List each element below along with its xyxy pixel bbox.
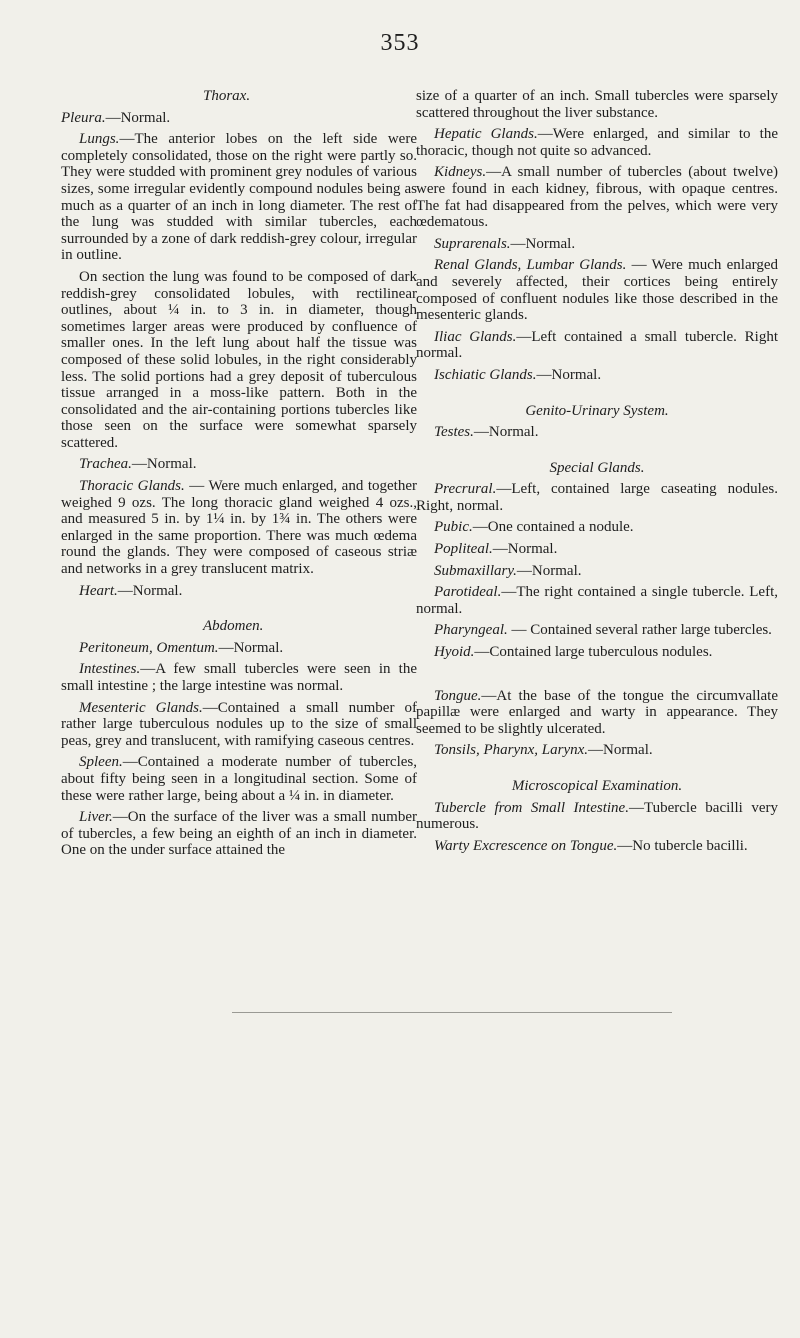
entry-text: —Normal.: [218, 639, 284, 656]
entry-hyoid: [416, 644, 778, 661]
entry-title: Lungs.: [79, 131, 120, 148]
entry-pharyngeal: [416, 622, 778, 639]
entry-text: —Normal.: [510, 235, 576, 252]
entry-text: —Normal.: [117, 582, 183, 599]
entry-text: — Were much enlarged and severely affected, their cortices being entirely composed of confluent nodules like those described in the mesenteric glands.: [416, 257, 778, 324]
entry-precrural: [416, 481, 778, 514]
entry-tongue: [416, 688, 778, 738]
entry-title: Testes.: [434, 424, 474, 441]
entry-text: —On the surface of the liver was a small number of tubercles, a few being an eighth of an inch in diameter. One on the under surface attained the: [61, 809, 417, 859]
entry-parotideal: [416, 584, 778, 617]
entry-title: Pubic.: [434, 519, 473, 536]
section-heading-microscopical: Microscopical Examination.: [511, 778, 683, 794]
entry-lungs: [61, 131, 417, 264]
entry-mesenteric-glands: [61, 700, 417, 750]
section-heading-genito-urinary: Genito-Urinary System.: [525, 402, 669, 419]
entry-suprarenals: [416, 236, 778, 253]
entry-title: Popliteal.: [434, 541, 493, 558]
entry-iliac-glands: [416, 329, 778, 362]
entry-text: —Normal.: [516, 562, 582, 579]
entry-text: —Normal.: [105, 109, 171, 126]
entry-text: —Contained large tuberculous nodules.: [474, 644, 713, 661]
left-column: [61, 88, 417, 864]
entry-title: Hyoid.: [434, 644, 475, 661]
entry-intestines: [61, 661, 417, 694]
entry-text: —At the base of the tongue the circumvallate papillæ were enlarged and warty in appearance. They seemed to be slightly ulcerated.: [416, 687, 778, 737]
entry-pleura: [61, 110, 417, 127]
entry-text: —The anterior lobes on the left side were completely consolidated, those on the right were partly so. They were studded with prominent grey nodules of various sizes, some irregular evidently compound nodules being as much as a quarter of an inch in long diameter. The rest of the lung was studded with similar tubercles, each surrounded by a zone of dark reddish-grey colour, irregular in outline.: [61, 131, 417, 264]
entry-title: Hepatic Glands.: [434, 126, 538, 143]
entry-thoracic-glands: [61, 478, 417, 578]
entry-title: Intestines.: [79, 661, 141, 678]
entry-peritoneum: [61, 640, 417, 657]
entry-title: Kidneys.: [434, 164, 487, 181]
entry-title: Renal Glands, Lumbar Glands.: [434, 257, 627, 274]
entry-title: Thoracic Glands.: [79, 478, 185, 495]
entry-title: Warty Excrescence on Tongue.: [434, 837, 618, 854]
entry-text: —A few small tubercles were seen in the small intestine ; the large intestine was normal.: [61, 661, 417, 694]
entry-pubic: [416, 519, 778, 536]
entry-trachea: [61, 456, 417, 473]
entry-title: Heart.: [79, 582, 118, 599]
entry-tonsils: [416, 742, 778, 759]
entry-text: —Normal.: [473, 424, 539, 441]
entry-title: Liver.: [79, 809, 113, 826]
entry-text: — Contained several rather large tubercles.: [507, 622, 772, 639]
entry-liver: [61, 809, 417, 859]
entry-spleen: [61, 754, 417, 804]
entry-title: Pleura.: [61, 109, 106, 126]
entry-title: Submaxillary.: [434, 562, 517, 579]
entry-title: Precrural.: [434, 481, 497, 498]
entry-text: —Normal.: [492, 541, 558, 558]
page-number: 353: [380, 30, 420, 56]
entry-text: —Contained a moderate number of tubercles, about fifty being seen in a longitudinal section. Some of these were rather large, being about a ¼ in. in diameter.: [61, 754, 417, 804]
entry-title: Parotideal.: [434, 584, 502, 601]
entry-hepatic-glands: [416, 126, 778, 159]
entry-title: Spleen.: [79, 754, 123, 771]
entry-ischiatic-glands: [416, 367, 778, 384]
entry-warty-excrescence: [416, 838, 778, 855]
entry-popliteal: [416, 541, 778, 558]
section-heading-special-glands: Special Glands.: [549, 459, 645, 476]
entry-text: —Left contained a small tubercle. Right normal.: [416, 328, 778, 362]
entry-liver-continued: size of a quarter of an inch. Small tubercles were sparsely scattered throughout the liver substance.: [416, 88, 778, 121]
entry-text: —Normal.: [588, 742, 653, 759]
entry-text: —The right contained a single tubercle. Left, normal.: [416, 584, 778, 617]
entry-tubercle-intestine: [416, 800, 778, 833]
entry-text: —No tubercle bacilli.: [617, 837, 748, 854]
entry-text: —Left, contained large caseating nodules. Right, normal.: [416, 481, 778, 514]
section-heading-abdomen: Abdomen.: [203, 618, 264, 635]
entry-renal-glands: [416, 257, 778, 323]
section-heading-thorax: Thorax.: [203, 88, 251, 104]
entry-title: Tongue.: [434, 687, 482, 704]
entry-title: Iliac Glands.: [434, 328, 517, 345]
entry-text: —Normal.: [131, 456, 197, 473]
entry-text: —Were enlarged, and similar to the thoracic, though not quite so advanced.: [416, 126, 778, 159]
entry-title: Ischiatic Glands.: [434, 366, 537, 383]
entry-testes: [416, 424, 778, 441]
entry-text: —Normal.: [536, 366, 602, 383]
entry-text: —A small number of tubercles (about twelve) were found in each kidney, fibrous, with opaque centres. The fat had disappeared from the pelves, which were very œdematous.: [416, 164, 778, 231]
entry-text: —One contained a nodule.: [472, 519, 634, 536]
entry-title: Trachea.: [79, 456, 132, 473]
entry-lungs-section: On section the lung was found to be composed of dark reddish-grey consolidated lobules, with rectilinear outlines, about ¼ in. to 3 in. in diameter, though sometimes larger areas were produced by confluence of smaller ones. In the left lung about half the tissue was composed of these solid lobules, in the right considerably less. The solid portions had a grey deposit of tuberculous tissue arranged in a moss-like pattern. Both in the consolidated and the air-containing portions tubercles like those seen on the surface were somewhat sparsely scattered.: [61, 268, 417, 451]
entry-title: Tubercle from Small Intestine.: [434, 799, 629, 816]
entry-text: —Contained a small number of rather large tuberculous nodules up to the size of small peas, grey and translucent, with ramifying caseous centres.: [61, 699, 417, 749]
entry-title: Mesenteric Glands.: [79, 699, 203, 716]
entry-title: Suprarenals.: [434, 235, 511, 252]
entry-title: Peritoneum, Omentum.: [79, 639, 219, 656]
entry-kidneys: [416, 164, 778, 230]
entry-text: —Tubercle bacilli very numerous.: [416, 799, 778, 833]
entry-title: Pharyngeal.: [434, 622, 508, 639]
entry-text: — Were much enlarged, and together weighed 9 ozs. The long thoracic gland weighed 4 ozs., and measured 5 in. by 1¼ in. by 1¾ in. The others were enlarged in the same proportion. There was much œdema round the glands. They were composed of caseous striæ and networks in a grey translucent matrix.: [61, 478, 417, 578]
right-column: [416, 88, 778, 859]
entry-submaxillary: [416, 563, 778, 580]
entry-heart: [61, 583, 417, 600]
entry-title: Tonsils, Pharynx, Larynx.: [434, 742, 589, 759]
footer-rule: [232, 1012, 672, 1013]
